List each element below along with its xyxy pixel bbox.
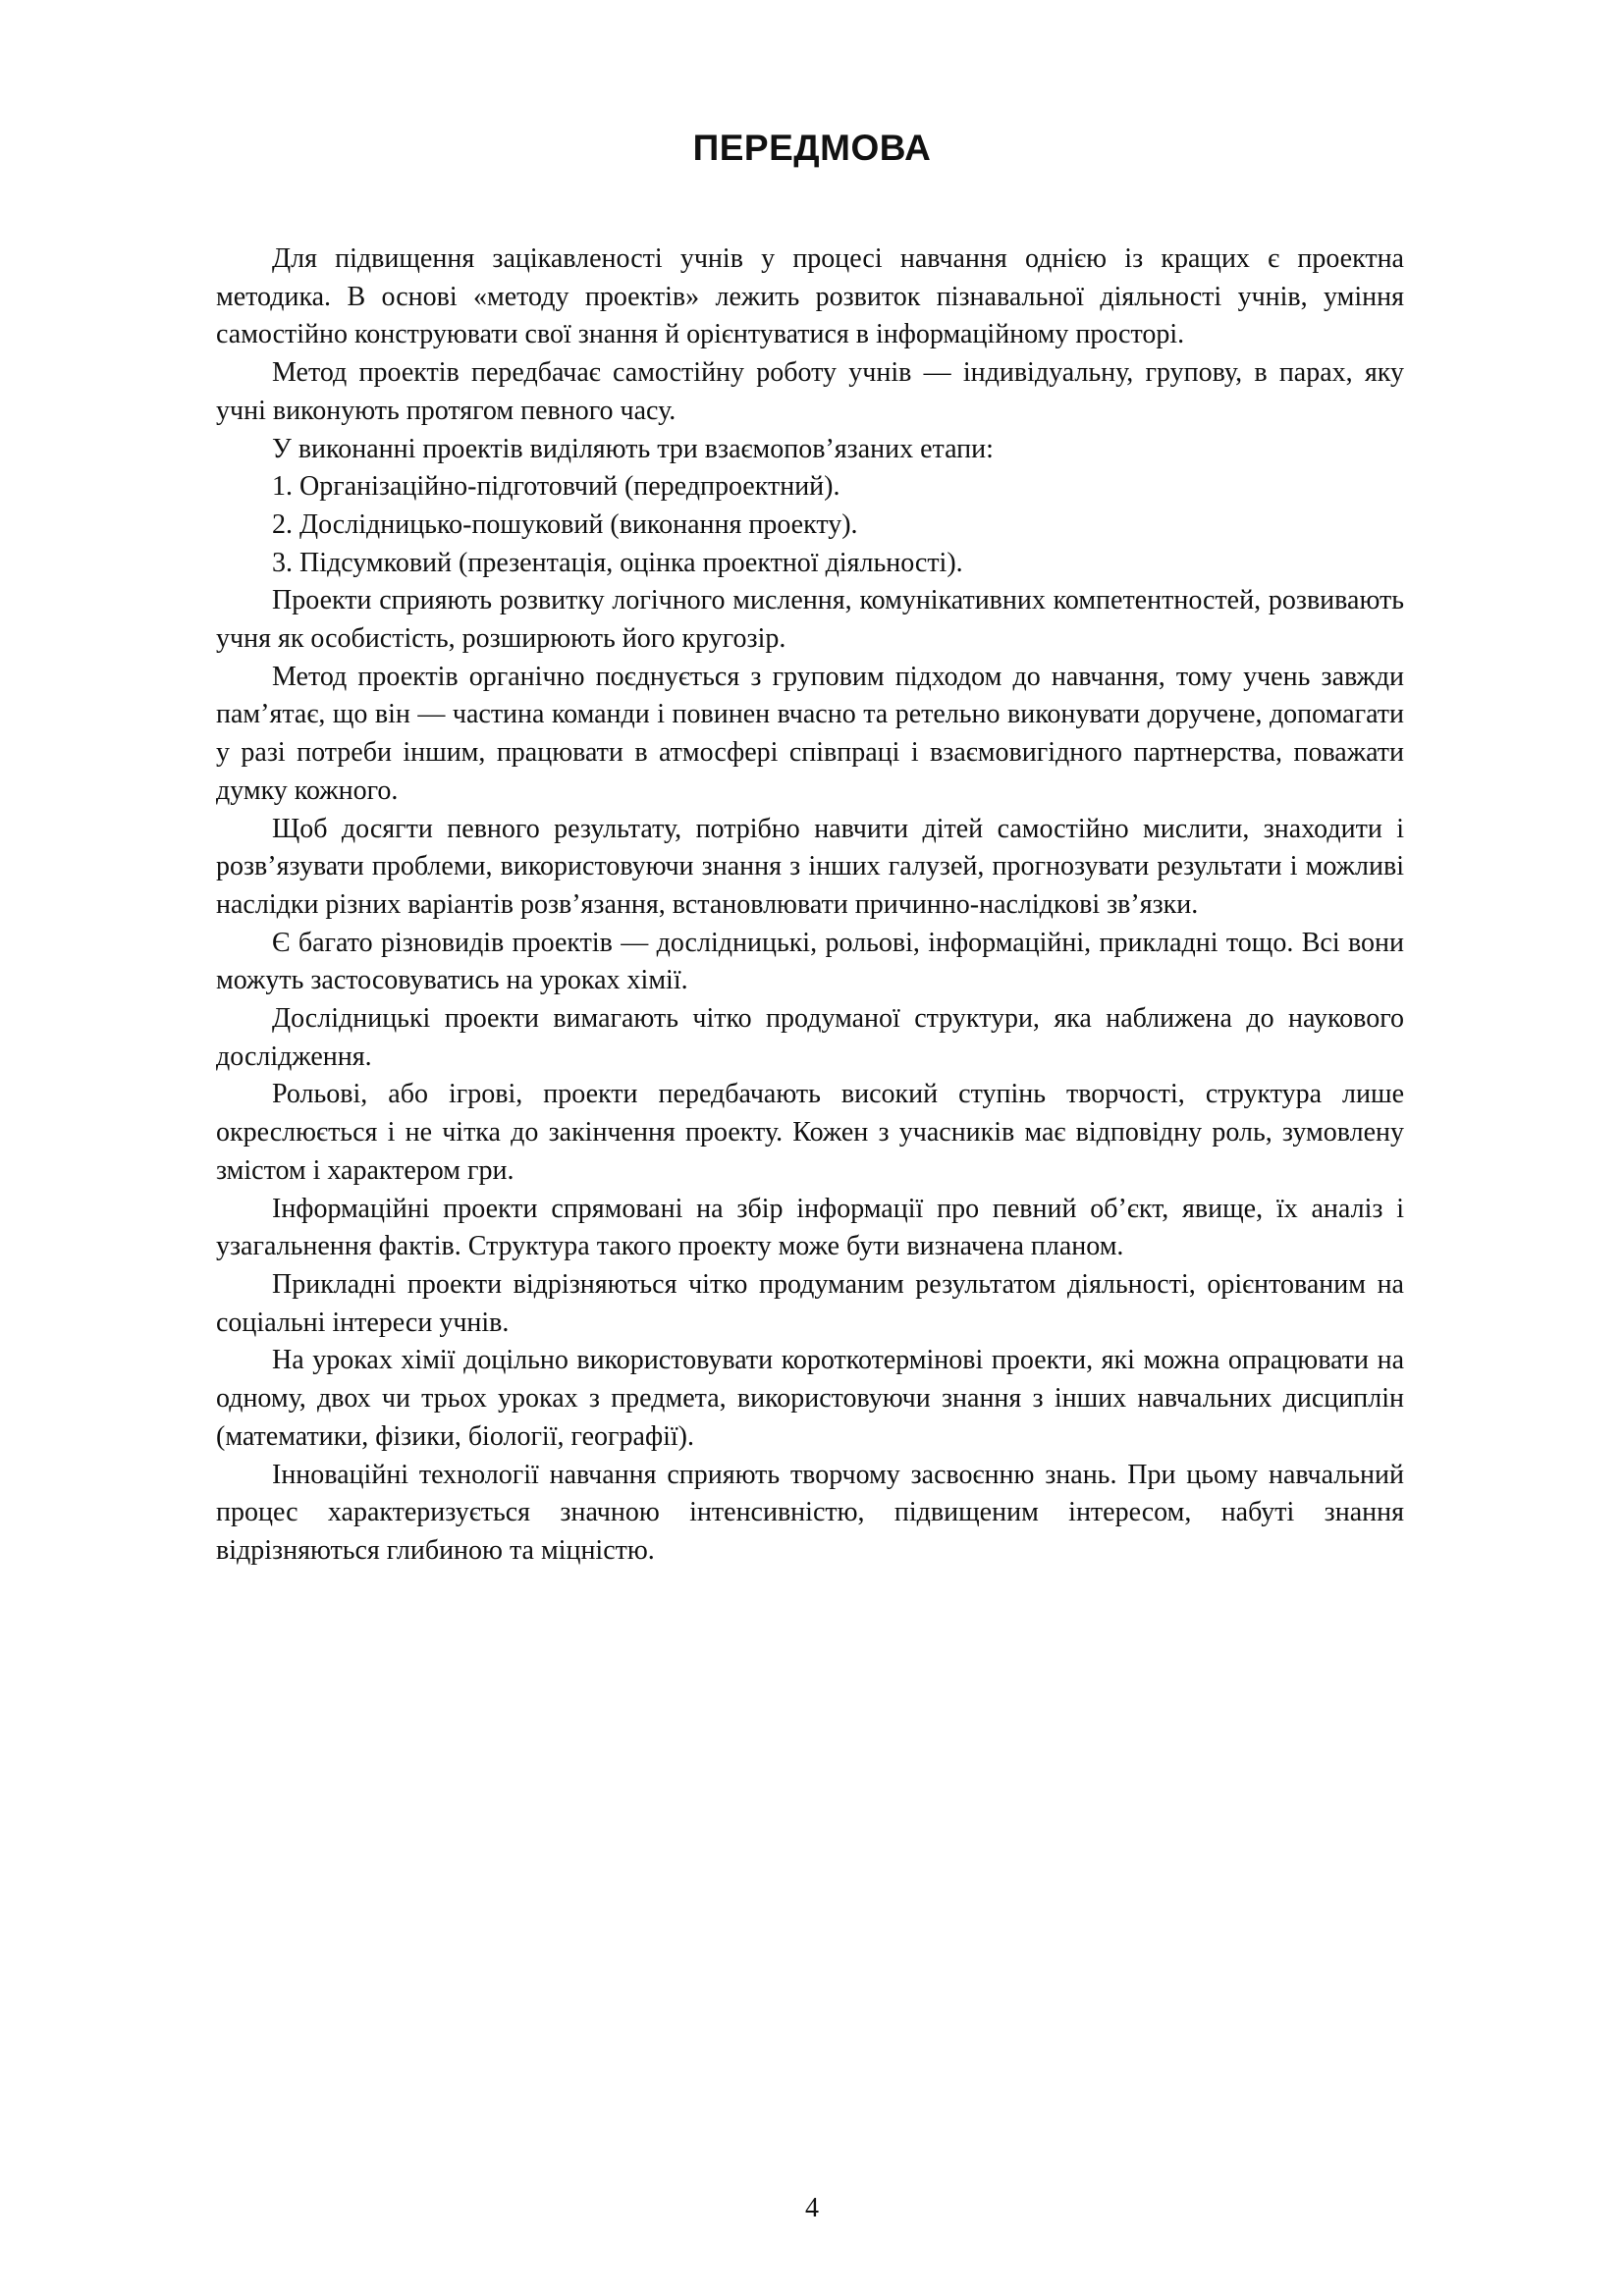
paragraph: Інноваційні технології навчання сприяють творчому засвоєнню знань. При цьому навчальний процес характеризується значною інтенсивністю, підвищеним інтересом, набуті знання відрізняються глибиною та міцністю. bbox=[216, 1459, 1404, 1566]
paragraph: У виконанні проектів виділяють три взаємопов’язаних етапи: bbox=[272, 433, 994, 464]
page-title: ПЕРЕДМОВА bbox=[692, 128, 932, 168]
list-item: 2. Дослідницько-пошуковий (виконання проекту). bbox=[272, 508, 858, 540]
paragraph: Інформаційні проекти спрямовані на збір інформації про певний об’єкт, явище, їх аналіз і узагальнення фактів. Структура такого проекту може бути визначена планом. bbox=[216, 1193, 1404, 1262]
paragraph: Метод проектів органічно поєднується з груповим підходом до навчання, тому учень завжди пам’ятає, що він — частина команди і повинен вчасно та ретельно виконувати доручене, допомагати у разі потреби іншим, працювати в атмосфері співпраці і взаємовигідного партнерства, поважати думку кожного. bbox=[216, 661, 1404, 806]
paragraph: Прикладні проекти відрізняються чітко продуманим результатом діяльності, орієнтованим на соціальні інтереси учнів. bbox=[216, 1268, 1404, 1338]
paragraph: На уроках хімії доцільно використовувати короткотермінові проекти, які можна опрацювати на одному, двох чи трьох уроках з предмета, використовуючи знання з інших навчальних дисциплін (математики, фізики, біології, географії). bbox=[216, 1345, 1404, 1452]
paragraph: Проекти сприяють розвитку логічного мислення, комунікативних компетентностей, розвивають учня як особистість, розширюють його кругозір. bbox=[216, 585, 1404, 655]
paragraph: Щоб досягти певного результату, потрібно навчити дітей самостійно мислити, знаходити і розв’язувати проблеми, використовуючи знання з інших галузей, прогнозувати результати і можливі наслідки різних варіантів розв’язання, встановлювати причинно-наслідкові зв’язки. bbox=[216, 813, 1404, 920]
body-text bbox=[216, 240, 1404, 1571]
paragraph: Є багато різновидів проектів — дослідницькі, рольові, інформаційні, прикладні тощо. Всі вони можуть застосовуватись на уроках хімії. bbox=[216, 927, 1404, 996]
list-item: 3. Підсумковий (презентація, оцінка проектної діяльності). bbox=[272, 547, 963, 578]
paragraph: Метод проектів передбачає самостійну роботу учнів — індивідуальну, групову, в парах, яку учні виконують протягом певного часу. bbox=[216, 357, 1404, 426]
paragraph: Дослідницькі проекти вимагають чітко продуманої структури, яка наближена до наукового дослідження. bbox=[216, 1003, 1404, 1072]
page-number: 4 bbox=[805, 2193, 819, 2223]
list-item: 1. Організаційно-підготовчий (передпроектний). bbox=[272, 471, 840, 503]
paragraph: Для підвищення зацікавленості учнів у процесі навчання однією із кращих є проектна методика. В основі «методу проектів» лежить розвиток пізнавальної діяльності учнів, уміння самостійно конструювати свої знання й орієнтуватися в інформаційному просторі. bbox=[216, 243, 1404, 350]
paragraph: Рольові, або ігрові, проекти передбачають високий ступінь творчості, структура лише окреслюється і не чітка до закінчення проекту. Кожен з учасників має відповідну роль, зумовлену змістом і характером гри. bbox=[216, 1079, 1404, 1186]
